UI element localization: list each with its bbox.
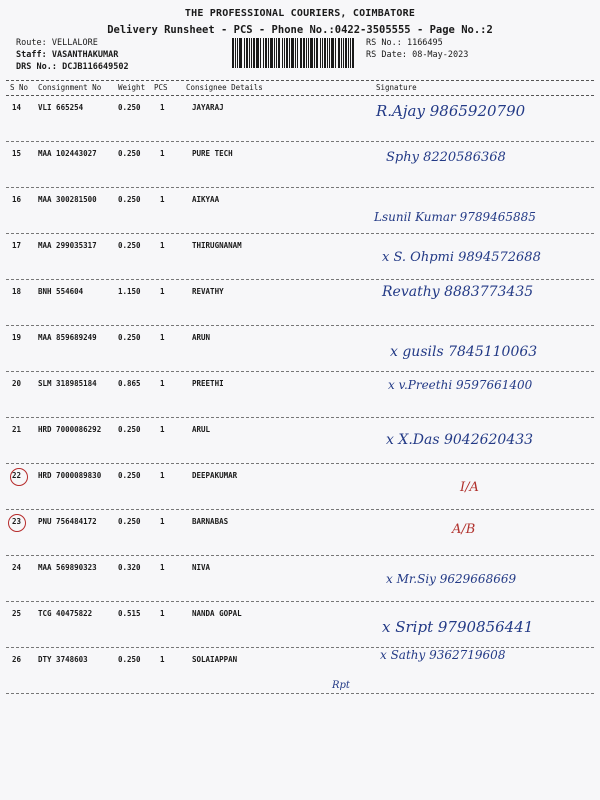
- table-row: [6, 142, 594, 188]
- weight-cell: 0.250: [118, 149, 141, 158]
- table-row: [6, 418, 594, 464]
- sno-cell: 15: [12, 149, 22, 158]
- consignment-cell: TCG 40475822: [38, 609, 93, 618]
- sheet-title: Delivery Runsheet - PCS - Phone No.:0422-3505555 - Page No.:2: [107, 24, 493, 36]
- consignee-cell: ARUL: [192, 425, 211, 434]
- pcs-cell: 1: [160, 103, 165, 112]
- col-consignee: Consignee Details: [186, 83, 263, 92]
- consignee-cell: PURE TECH: [192, 149, 233, 158]
- consignment-cell: BNH 554604: [38, 287, 84, 296]
- rs-no-line: RS No.: 1166495: [366, 38, 443, 48]
- sno-cell: 20: [12, 379, 22, 388]
- sno-cell: 23: [12, 517, 22, 526]
- company-title: THE PROFESSIONAL COURIERS, COIMBATORE: [184, 8, 416, 19]
- weight-cell: 0.250: [118, 655, 141, 664]
- consignee-cell: REVATHY: [192, 287, 224, 296]
- signature-cell: R.Ajay 9865920790: [376, 102, 526, 120]
- weight-cell: 0.865: [118, 379, 141, 388]
- consignment-cell: SLM 318985184: [38, 379, 97, 388]
- consignment-cell: MAA 299035317: [38, 241, 97, 250]
- rpt-note: Rpt: [332, 680, 350, 691]
- sno-cell: 17: [12, 241, 22, 250]
- weight-cell: 1.150: [118, 287, 141, 296]
- consignee-cell: NANDA GOPAL: [192, 609, 242, 618]
- pcs-cell: 1: [160, 655, 165, 664]
- table-row: [6, 648, 594, 694]
- circle-mark: [8, 514, 26, 532]
- sno-cell: 26: [12, 655, 22, 664]
- sno-cell: 16: [12, 195, 22, 204]
- weight-cell: 0.250: [118, 471, 141, 480]
- consignment-cell: MAA 859689249: [38, 333, 97, 342]
- col-signature: Signature: [376, 83, 417, 92]
- consignee-cell: THIRUGNANAM: [192, 241, 242, 250]
- pcs-cell: 1: [160, 609, 165, 618]
- weight-cell: 0.250: [118, 425, 141, 434]
- table-row: [6, 602, 594, 648]
- signature-cell: A/B: [452, 522, 476, 537]
- drs-value: DCJB116649502: [62, 62, 129, 72]
- table-row: [6, 556, 594, 602]
- col-sno: S No: [10, 83, 29, 92]
- staff-value: VASANTHAKUMAR: [51, 50, 119, 60]
- pcs-cell: 1: [160, 241, 165, 250]
- weight-cell: 0.250: [118, 241, 141, 250]
- signature-cell: x gusils 7845110063: [390, 344, 538, 360]
- pcs-cell: 1: [160, 149, 165, 158]
- signature-cell: x X.Das 9042620433: [386, 432, 534, 448]
- circle-mark: [10, 468, 28, 486]
- table-row: [6, 188, 594, 234]
- route-value: VELLALORE: [51, 38, 98, 48]
- sno-cell: 24: [12, 563, 22, 572]
- sno-cell: 18: [12, 287, 22, 296]
- signature-cell: x S. Ohpmi 9894572688: [382, 250, 541, 265]
- consignment-cell: MAA 300281500: [38, 195, 97, 204]
- row-divider: [6, 693, 594, 694]
- route-line: Route: VELLALORE: [16, 38, 98, 48]
- rs-no-value: 1166495: [406, 38, 443, 48]
- consignment-cell: HRD 7000089830: [38, 471, 102, 480]
- rs-date-line: RS Date: 08-May-2023: [366, 50, 469, 60]
- consignment-cell: MAA 102443027: [38, 149, 97, 158]
- consignment-cell: DTY 3748603: [38, 655, 88, 664]
- pcs-cell: 1: [160, 425, 165, 434]
- signature-cell: x Sathy 9362719608: [380, 648, 506, 662]
- sno-cell: 19: [12, 333, 22, 342]
- consignee-cell: DEEPAKUMAR: [192, 471, 238, 480]
- table-row: [6, 280, 594, 326]
- pcs-cell: 1: [160, 287, 165, 296]
- consignment-cell: MAA 569890323: [38, 563, 97, 572]
- pcs-cell: 1: [160, 195, 165, 204]
- weight-cell: 0.320: [118, 563, 141, 572]
- consignment-cell: PNU 756484172: [38, 517, 97, 526]
- signature-cell: Revathy 8883773435: [382, 284, 534, 300]
- weight-cell: 0.250: [118, 103, 141, 112]
- signature-cell: Sphy 8220586368: [386, 150, 506, 165]
- table-row: [6, 372, 594, 418]
- signature-cell: x v.Preethi 9597661400: [388, 378, 533, 392]
- consignee-cell: BARNABAS: [192, 517, 229, 526]
- pcs-cell: 1: [160, 517, 165, 526]
- signature-cell: x Mr.Siy 9629668669: [386, 572, 517, 586]
- pcs-cell: 1: [160, 471, 165, 480]
- rs-date-value: 08-May-2023: [412, 50, 469, 60]
- consignee-cell: PREETHI: [192, 379, 224, 388]
- table-row: [6, 464, 594, 510]
- weight-cell: 0.250: [118, 195, 141, 204]
- weight-cell: 0.250: [118, 333, 141, 342]
- col-consignment: Consignment No: [38, 83, 102, 92]
- pcs-cell: 1: [160, 563, 165, 572]
- table-row: [6, 96, 594, 142]
- consignee-cell: AIKYAA: [192, 195, 220, 204]
- sno-cell: 21: [12, 425, 22, 434]
- consignment-cell: VLI 665254: [38, 103, 84, 112]
- signature-cell: x Sript 9790856441: [382, 618, 534, 636]
- table-row: [6, 510, 594, 556]
- sno-cell: 14: [12, 103, 22, 112]
- pcs-cell: 1: [160, 333, 165, 342]
- col-pcs: PCS: [154, 83, 168, 92]
- staff-line: Staff: VASANTHAKUMAR: [16, 50, 119, 60]
- consignee-cell: NIVA: [192, 563, 211, 572]
- pcs-cell: 1: [160, 379, 165, 388]
- signature-cell: I/A: [460, 480, 479, 495]
- drs-line: DRS No.: DCJB116649502: [16, 62, 129, 72]
- consignee-cell: ARUN: [192, 333, 211, 342]
- table-header: [6, 80, 594, 96]
- table-row: [6, 234, 594, 280]
- consignee-cell: JAYARAJ: [192, 103, 224, 112]
- col-weight: Weight: [118, 83, 146, 92]
- sno-cell: 25: [12, 609, 22, 618]
- signature-cell: Lsunil Kumar 9789465885: [374, 210, 536, 224]
- consignment-cell: HRD 7000086292: [38, 425, 102, 434]
- barcode: [232, 38, 358, 68]
- sno-cell: 22: [12, 471, 22, 480]
- table-row: [6, 326, 594, 372]
- weight-cell: 0.250: [118, 517, 141, 526]
- weight-cell: 0.515: [118, 609, 141, 618]
- consignee-cell: SOLAIAPPAN: [192, 655, 238, 664]
